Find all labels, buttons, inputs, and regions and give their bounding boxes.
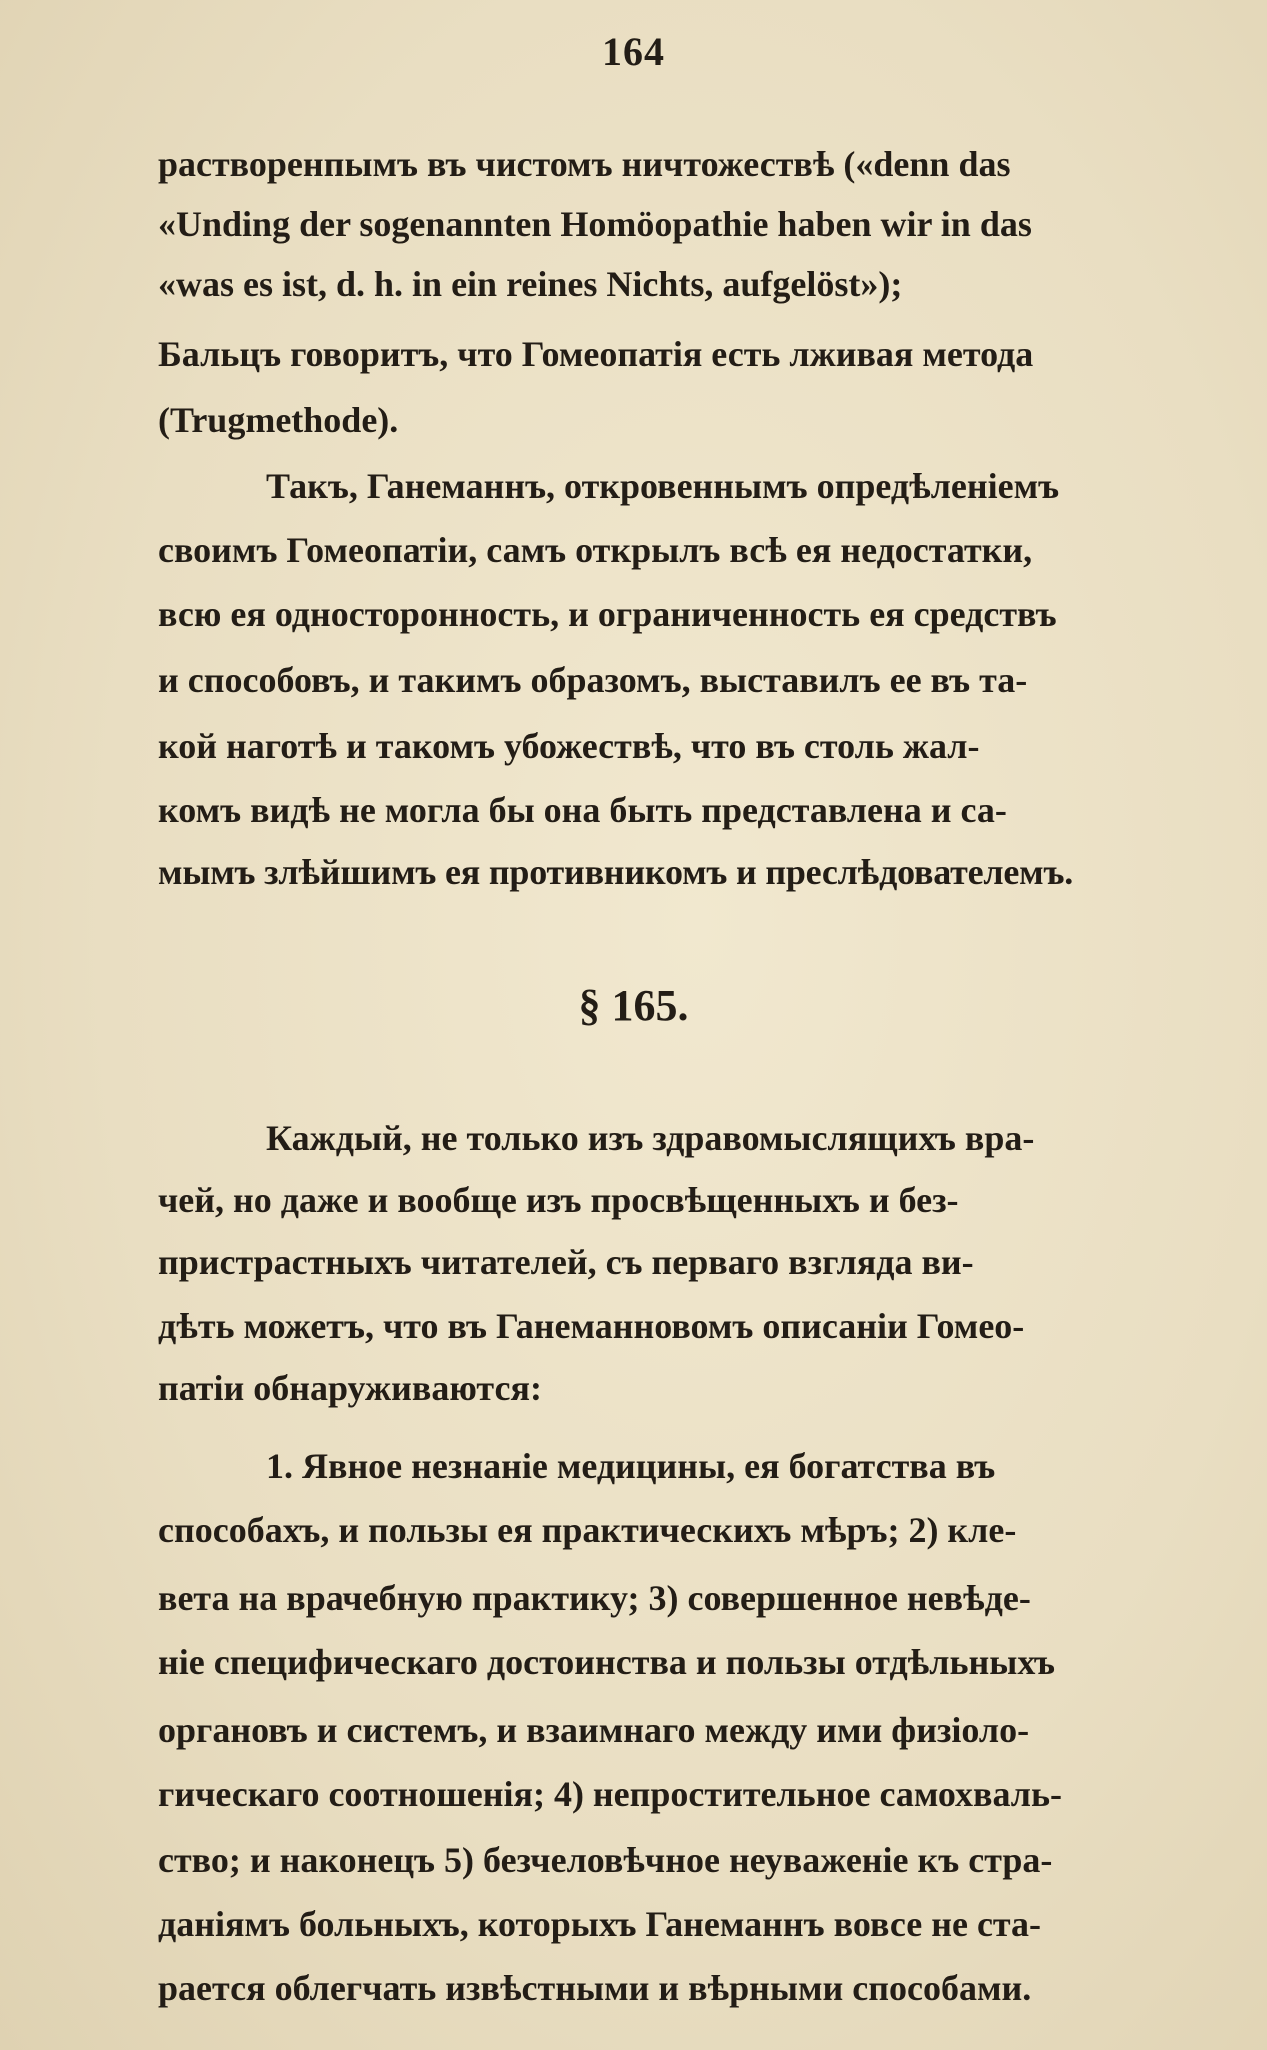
text-line: вета на врачебную практику; 3) совершенное невѣде-: [158, 1578, 1031, 1618]
text-line: ство; и наконецъ 5) безчеловѣчное неуваженіе къ стра-: [158, 1840, 1053, 1880]
text-line: органовъ и системъ, и взаимнаго между ими физіоло-: [158, 1710, 1030, 1750]
text-line: гическаго соотношенія; 4) непростительное самохваль-: [158, 1774, 1062, 1814]
text-line: даніямъ больныхъ, которыхъ Ганеманнъ вовсе не ста-: [158, 1904, 1042, 1944]
text-line: рается облегчать извѣстными и вѣрными способами.: [158, 1968, 1032, 2008]
text-line: способахъ, и пользы ея практическихъ мѣръ; 2) кле-: [158, 1510, 1017, 1550]
text-line: Бальцъ говоритъ, что Гомеопатія есть лживая метода: [158, 334, 1034, 374]
text-line: патіи обнаруживаются:: [158, 1368, 542, 1408]
text-line: Каждый, не только изъ здравомыслящихъ вра-: [266, 1118, 1035, 1158]
page-number: 164: [602, 29, 665, 74]
text-line: и способовъ, и такимъ образомъ, выставилъ ее въ та-: [158, 660, 1028, 700]
text-line: «Unding der sogenannten Homöopathie haben wir in das: [158, 204, 1032, 244]
text-line: своимъ Гомеопатіи, самъ открылъ всѣ ея недостатки,: [158, 530, 1033, 570]
text-line: всю ея односторонность, и ограниченность ея средствъ: [158, 594, 1057, 634]
text-line: дѣть можетъ, что въ Ганеманновомъ описаніи Гомео-: [158, 1306, 1025, 1346]
text-line: «was es ist, d. h. in ein reines Nichts, aufgelöst»);: [158, 264, 903, 304]
text-line: комъ видѣ не могла бы она быть представлена и са-: [158, 790, 1007, 830]
text-line: Такъ, Ганеманнъ, откровеннымъ опредѣленіемъ: [266, 466, 1060, 506]
text-line: пристрастныхъ читателей, съ перваго взгляда ви-: [158, 1242, 974, 1282]
text-line: мымъ злѣйшимъ ея противникомъ и преслѣдователемъ.: [158, 852, 1074, 892]
text-line: кой наготѣ и такомъ убожествѣ, что въ столь жал-: [158, 726, 980, 766]
text-line: чей, но даже и вообще изъ просвѣщенныхъ и без-: [158, 1180, 959, 1220]
text-line: ніе специфическаго достоинства и пользы отдѣльныхъ: [158, 1642, 1055, 1682]
text-line: растворенпымъ въ чистомъ ничтожествѣ («denn das: [158, 144, 1011, 184]
text-line: (Trugmethode).: [158, 400, 399, 440]
text-line: 1. Явное незнаніе медицины, ея богатства въ: [266, 1446, 996, 1486]
section-heading: § 165.: [578, 981, 689, 1030]
